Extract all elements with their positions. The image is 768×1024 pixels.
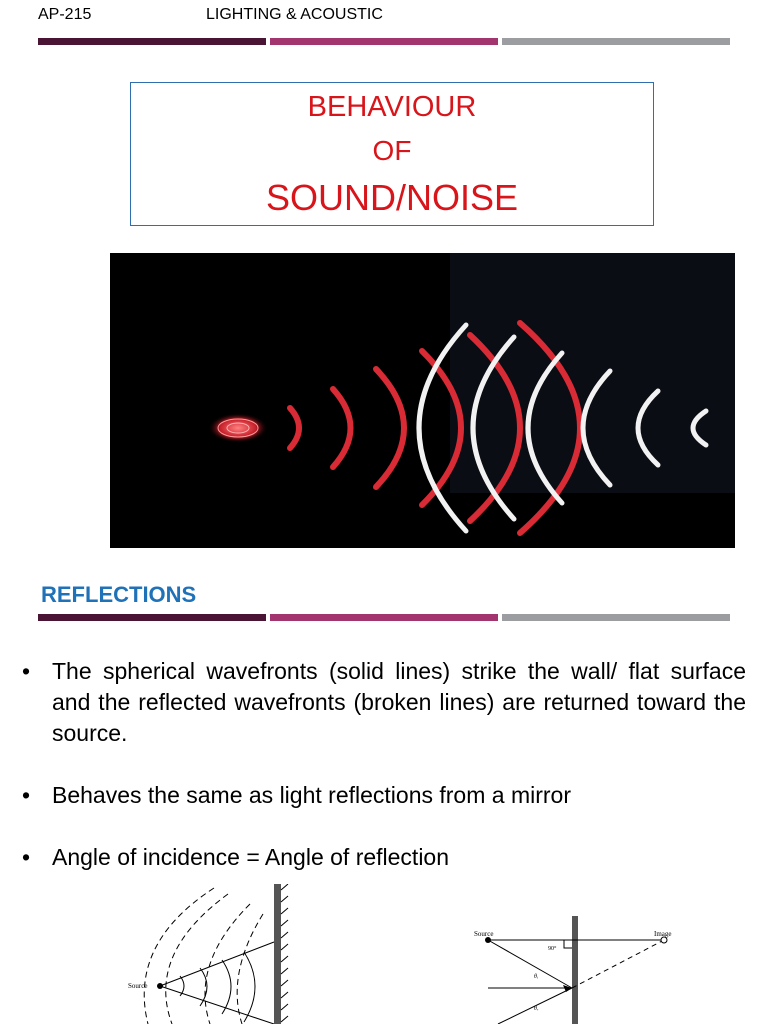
header-bar-grey <box>502 38 730 45</box>
theta-i-label: θᵢ <box>534 974 538 980</box>
sound-wave-image <box>110 253 735 548</box>
reflection-wavefront-diagram <box>118 884 298 1024</box>
bullet-dot-icon: • <box>22 782 31 808</box>
title-line-1: BEHAVIOUR <box>307 91 477 123</box>
course-code: AP-215 <box>38 6 92 23</box>
subject-title: LIGHTING & ACOUSTIC <box>206 6 383 23</box>
bullet-list <box>18 656 746 749</box>
bullet-item <box>18 842 746 873</box>
theta-r-label: θᵣ <box>534 1006 539 1012</box>
section-bar-grey <box>502 614 730 621</box>
bullet-list <box>18 842 746 873</box>
reflection-angle-diagram <box>468 912 708 1024</box>
bullet-dot-icon: • <box>22 658 31 684</box>
bullet-item <box>18 656 746 749</box>
header-bar-dark <box>38 38 266 45</box>
bullet-text: Behaves the same as light reflections from a mirror <box>52 782 571 808</box>
bullet-dot-icon: • <box>22 844 31 870</box>
title-line-3: SOUND/NOISE <box>265 177 519 218</box>
image-label: Image <box>654 930 672 938</box>
bullet-text: The spherical wavefronts (solid lines) strike the wall/ flat surface and the reflected wavefronts (broken lines) are returned toward the source. <box>52 658 746 746</box>
title-box <box>130 82 654 226</box>
title-line-2: OF <box>372 135 412 166</box>
source-label: Source <box>128 982 148 990</box>
mirror-wall-icon <box>572 916 578 1024</box>
bullet-list <box>18 780 746 811</box>
header-bar-magenta <box>270 38 498 45</box>
wall-icon <box>274 884 288 1024</box>
bullet-text: Angle of incidence = Angle of reflection <box>52 844 450 870</box>
right-angle-label: 90° <box>548 946 557 952</box>
source-label: Source <box>474 930 494 938</box>
section-heading: REFLECTIONS <box>41 582 197 607</box>
bullet-item <box>18 780 746 811</box>
source-dot-icon <box>157 983 163 989</box>
section-bar-magenta <box>270 614 498 621</box>
sound-source-icon <box>208 413 268 443</box>
section-bar-dark <box>38 614 266 621</box>
